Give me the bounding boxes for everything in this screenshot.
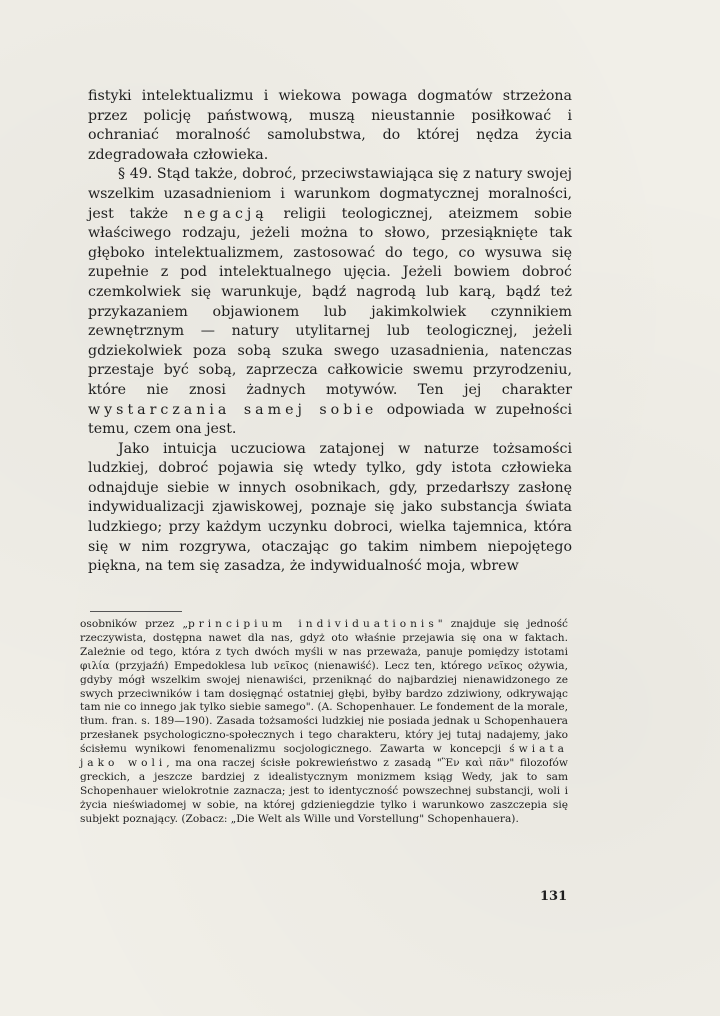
text-run: odpowiada w zupełności temu, czem ona jest. bbox=[88, 401, 572, 438]
text-run: § 49. Stąd także, dobroć, przeciwstawiająca się z natury swojej wszelkim uzasadnieniom i warunkom dogmatycznej moralności, jest także bbox=[88, 166, 572, 222]
paragraph: Jako intuicja uczuciowa zatajonej w naturze tożsamości ludzkiej, dobroć pojawia się wtedy tylko, gdy istota człowieka odnajduje siebie w innych osobnikach, gdy, przedarłszy zasłonę indywidualizacji zjawiskowej, poznaje się jako substancja świata ludzkiego; przy każdym uczynku dobroci, wielka tajemnica, która się w nim rozgrywa, otaczając go takim nimbem niepojętego piękna, na tem się zasadza, że indywidualność moja, wbrew bbox=[88, 440, 572, 575]
page-number: 131 bbox=[540, 889, 568, 904]
footnote-divider bbox=[90, 611, 182, 612]
spaced-emphasis: świata jako woli bbox=[80, 743, 569, 770]
text-run: religii teologicznej, ateizmem sobie właściwego rodzaju, jeżeli można to słowo, przesiąknięte tak głęboko intelektualizmem, zastosować do tego, co wysuwa się zupełnie z pod intelektualnego ujęcia. Jeżeli bowiem dobroć czemkolwiek się warunkuje, bądź nagrodą lub karą, bądź też przykazaniem objawionem lub jakimkolwiek czynnikiem zewnętrznym — natury utylitarnej lub teologicznej, jeżeli gdziekolwiek poza sobą szuka swego uzasadnienia, natenczas przestaje być sobą, zaprzecza całkowicie swemu przyrodzeniu, które nie znosi żadnych motywów. Ten jej charakter bbox=[88, 205, 572, 398]
spaced-emphasis: wystarczania samej sobie bbox=[88, 401, 378, 418]
paragraph-section-49 bbox=[88, 165, 572, 439]
text-run: " znajduje się jedność rzeczywista, dostępna nawet dla nas, gdyż oto właśnie przejawia się ona w faktach. Zależnie od tego, która z tych dwóch myśli w nas przeważa, panuje pomiędzy istotami φιλία (przyjaźń) Empedoklesa lub νεῖκος (nienawiść). Lecz ten, którego νεῖκος ożywia, gdyby mógł wszelkim swojej nienawiści, przeniknąć do najbardziej nienawidzonego ze swych przeciwników i tam dosięgnąć ostatniej głębi, byłby bardzo zdziwiony, odkrywając tam nie co innego jak tylko siebie samego". (A. Schopenhauer. Le fondement de la morale, tłum. fran. s. 189—190). Zasada tożsamości ludzkiej nie posiada jednak u Schopenhauera przesłanek psychologiczno-społecznych i tego charakteru, który jej tutaj nadajemy, jako ścisłemu wynikowi fenomenalizmu socjologicznego. Zawarta w koncepcji bbox=[80, 618, 568, 756]
paragraph: fistyki intelektualizmu i wiekowa powaga dogmatów strzeżona przez policję państwową, muszą nieustannie posiłkować i ochraniać moralność samolubstwa, do której nędza życia zdegradowała człowieka. bbox=[88, 88, 572, 163]
text-run: osobników przez „ bbox=[80, 618, 188, 630]
main-text bbox=[88, 87, 572, 577]
footnote-text bbox=[80, 618, 568, 827]
footnote bbox=[80, 618, 568, 827]
spaced-emphasis: negacją bbox=[183, 205, 268, 222]
text-run: , ma ona raczej ścisłe pokrewieństwo z zasadą "Ἓν καὶ πᾶν" filozofów greckich, a jeszcze bardziej z idealistycznym monizmem ksiąg Wedy, jak to sam Schopenhauer wielokrotnie zaznacza; jest to identyczność powszechnej substancji, woli i życia nieświadomej w sobie, na której gdzieniegdzie tylko i warunkowo zaszczepia się subjekt poznający. (Zobacz: „Die Welt als Wille und Vorstellung" Schopenhauera). bbox=[80, 757, 568, 825]
spaced-emphasis: principium individuationis bbox=[187, 618, 438, 630]
